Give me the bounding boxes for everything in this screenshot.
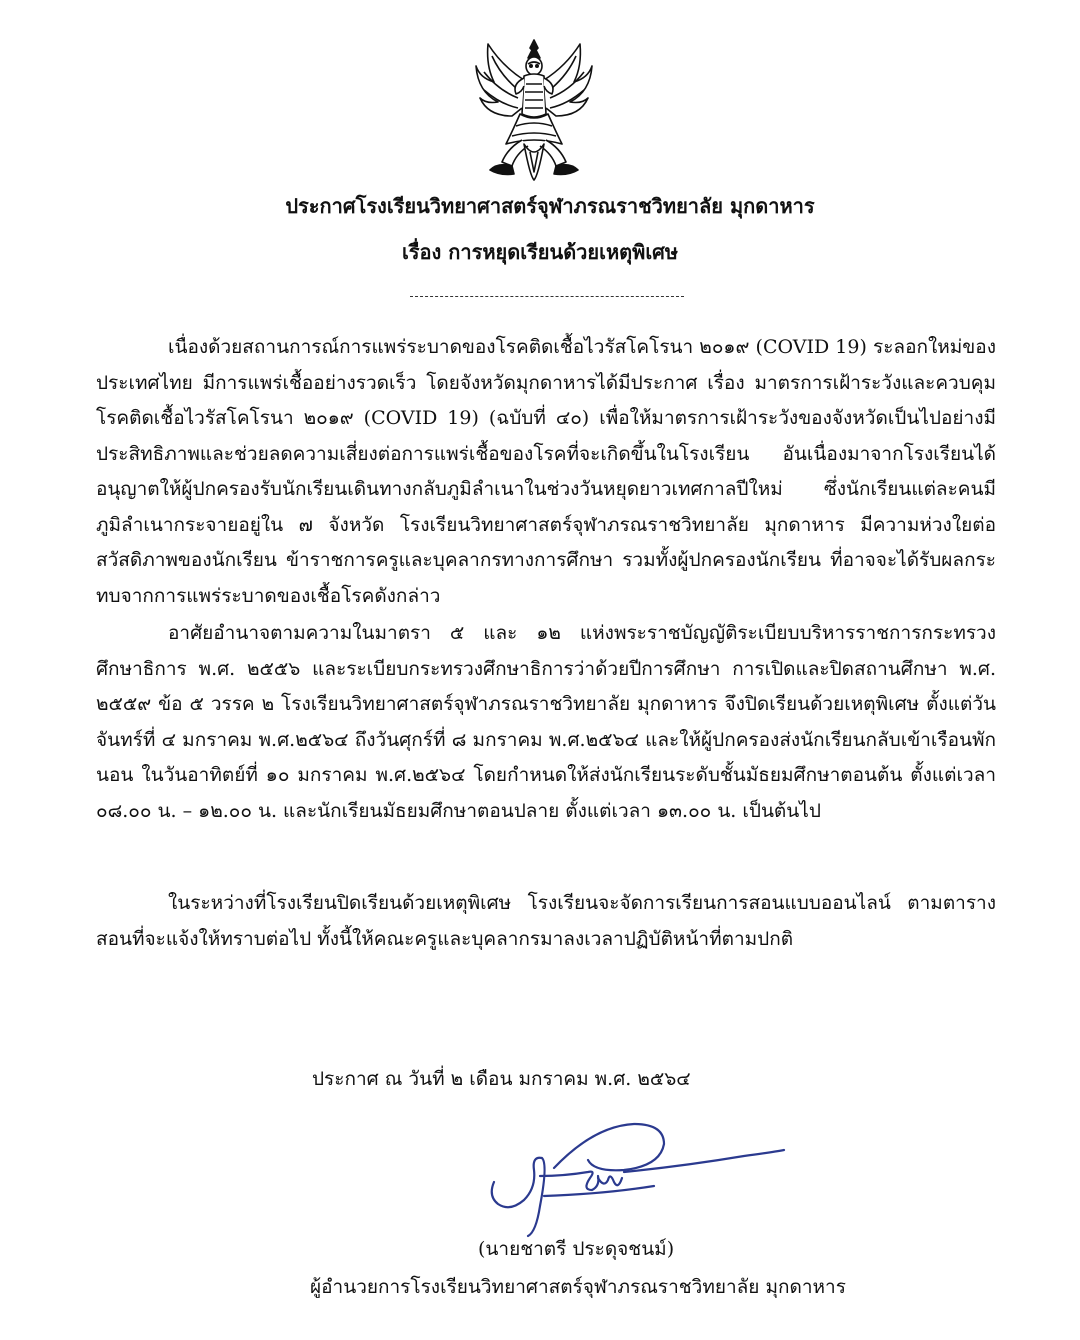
- paragraph-closure-order: อาศัยอำนาจตามความในมาตรา ๕ และ ๑๒ แห่งพระราชบัญญัติระเบียบบริหารราชการกระทรวงศึกษาธิการ พ.ศ. ๒๕๕๖ และระเบียบกระทรวงศึกษาธิการว่าด้วยปีการศึกษา การเปิดและปิดสถานศึกษา พ.ศ. ๒๕๕๙ ข้อ ๕ วรรค ๒ โรงเรียนวิทยาศาสตร์จุฬาภรณราชวิทยาลัย มุกดาหาร จึงปิดเรียนด้วยเหตุพิเศษ ตั้งแต่วันจันทร์ที่ ๔ มกราคม พ.ศ.๒๕๖๔ ถึงวันศุกร์ที่ ๘ มกราคม พ.ศ.๒๕๖๔ และให้ผู้ปกครองส่งนักเรียนกลับเข้าเรือนพักนอน ในวันอาทิตย์ที่ ๑๐ มกราคม พ.ศ.๒๕๖๔ โดยกำหนดให้ส่งนักเรียนระดับชั้นมัธยมศึกษาตอนต้น ตั้งแต่เวลา ๐๘.๐๐ น. – ๑๒.๐๐ น. และนักเรียนมัธยมศึกษาตอนปลาย ตั้งแต่เวลา ๑๓.๐๐ น. เป็นต้นไป: [96, 622, 996, 822]
- announcement-title: ประกาศโรงเรียนวิทยาศาสตร์จุฬาภรณราชวิทยาลัย มุกดาหาร: [285, 194, 815, 218]
- announcement-subject: เรื่อง การหยุดเรียนด้วยเหตุพิเศษ: [401, 240, 679, 264]
- handwritten-signature: [484, 1116, 794, 1240]
- paragraph-online-teaching: ในระหว่างที่โรงเรียนปิดเรียนด้วยเหตุพิเศษ โรงเรียนจะจัดการเรียนการสอนแบบออนไลน์ ตามตารางสอนที่จะแจ้งให้ทราบต่อไป ทั้งนี้ให้คณะครูและบุคลากรมาลงเวลาปฏิบัติหน้าที่ตามปกติ: [96, 892, 996, 950]
- signer-position: ผู้อำนวยการโรงเรียนวิทยาศาสตร์จุฬาภรณราชวิทยาลัย มุกดาหาร: [310, 1276, 846, 1298]
- paragraph-background: เนื่องด้วยสถานการณ์การแพร่ระบาดของโรคติดเชื้อไวรัสโคโรนา ๒๐๑๙ (COVID 19) ระลอกใหม่ของประเทศไทย มีการแพร่เชื้ออย่างรวดเร็ว โดยจังหวัดมุกดาหารได้มีประกาศ เรื่อง มาตรการเฝ้าระวังและควบคุมโรคติดเชื้อไวรัสโคโรนา ๒๐๑๙ (COVID 19) (ฉบับที่ ๔๐) เพื่อให้มาตรการเฝ้าระวังของจังหวัดเป็นไปอย่างมีประสิทธิภาพและช่วยลดความเสี่ยงต่อการแพร่เชื้อของโรคที่จะเกิดขึ้นในโรงเรียน อันเนื่องมาจากโรงเรียนได้อนุญาตให้ผู้ปกครองรับนักเรียนเดินทางกลับภูมิลำเนาในช่วงวันหยุดยาวเทศกาลปีใหม่ ซึ่งนักเรียนแต่ละคนมีภูมิลำเนากระจายอยู่ใน ๗ จังหวัด โรงเรียนวิทยาศาสตร์จุฬาภรณราชวิทยาลัย มุกดาหาร มีความห่วงใยต่อสวัสดิภาพของนักเรียน ข้าราชการครูและบุคลากรทางการศึกษา รวมทั้งผู้ปกครองนักเรียน ที่อาจจะได้รับผลกระทบจากการแพร่ระบาดของเชื้อโรคดังกล่าว: [96, 336, 996, 607]
- announcement-date: ประกาศ ณ วันที่ ๒ เดือน มกราคม พ.ศ. ๒๕๖๔: [312, 1068, 691, 1090]
- signer-name: (นายชาตรี ประดุจชนม์): [478, 1238, 675, 1260]
- title-divider: [410, 296, 684, 297]
- garuda-emblem-icon: [472, 36, 596, 182]
